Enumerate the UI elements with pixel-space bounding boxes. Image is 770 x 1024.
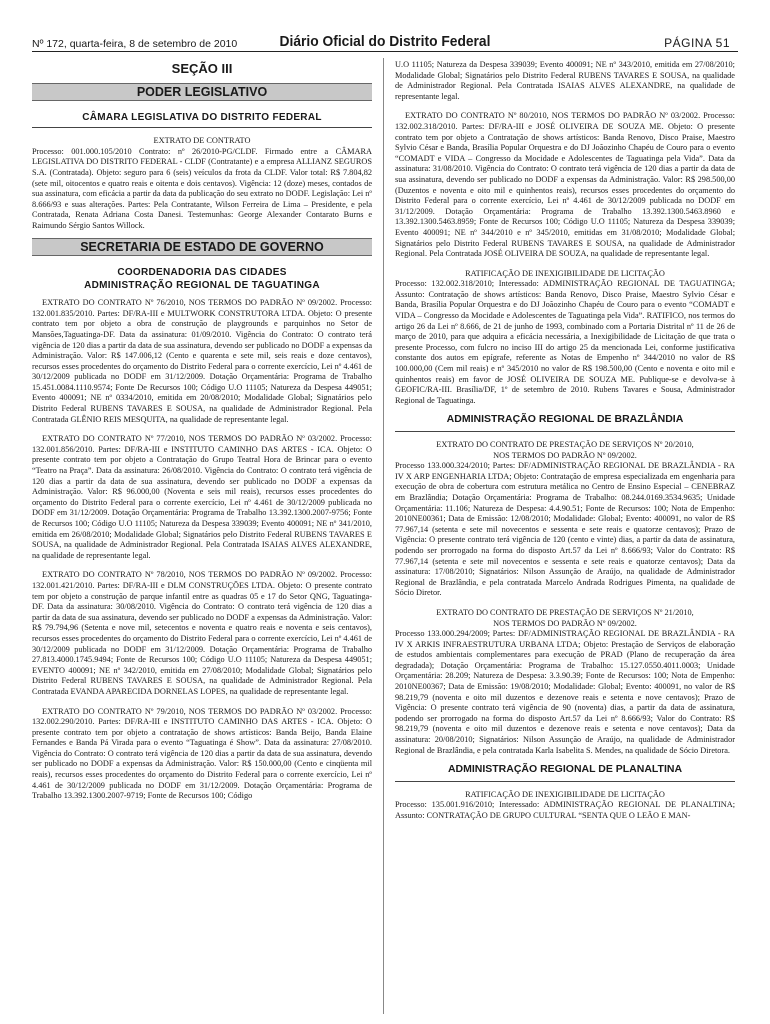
brazlandia-contract-21-body: Processo 133.000.294/2009; Partes: DF/ADMINISTRAÇÃO REGIONAL DE BRAZLÂNDIA - RA IV X ARKIS INFRAESTRUTURA URBANA LTDA; Objeto: Prestação de Serviços de elaboração de estudos ambientais complementares para execução de PRAD (Plano de recuperação da área degradada); Dotação Orçamentária: Programa de Trabalho: 15.127.0550.4011.0003; Unidade Orçamentária: 28.209; Natureza de Despesa: 3.3.90.39; Fonte de Recursos: 100; Nota de Empenho: 2010NE00367; Data de Emissão: 19/08/2010; Modalidade: Global; Evento: 400091, no valor de R$ 98.219,79 (noventa e oito mil duzentos e dezenove reais e setenta e nove centavos); Prazo de Vigência: O presente contrato terá vigência de 90 (noventa) dias, a partir da data de assinatura, podendo ser prorrogado na forma do disposto Art.57 da Lei nº 8.666/93; Valor do Contrato: R$ 98.219,79 (noventa e oito mil duzentos e dezenove reais e setenta e nove centavos); Data da assinatura: 20/08/2010; Signatários: Nilson Assunção de Araújo, na qualidade de Administrador Regional de Brazlândia, e pela contratada Karla Isabelita S. Mendes, na qualidade de Sócio Diretora.	[395, 629, 735, 755]
planaltina-ratification-title: RATIFICAÇÃO DE INEXIGIBILIDADE DE LICITAÇÃO	[465, 789, 665, 799]
contract-78: EXTRATO DO CONTRATO Nº 78/2010, NOS TERMOS DO PADRÃO Nº 09/2002. Processo: 132.001.421/2010. Partes: DF/RA-III e DLM CONSTRUÇÕES LTDA. Objeto: O presente contrato tem por objeto a construção de parque infantil entre as quadras 05 e 17 do Setor QNG, Taguatinga-DF. Data da assinatura: 30/08/2010. Vigência do Contrato: O contrato terá vigência de 120 dias a partir da data de sua assinatura, devendo ser publicado no DODF a expensas da Administração. Valor: R$ 79.794,96 (Setenta e nove mil, setecentos e noventa e quatro reais e noventa e seis centavos), recursos esses procedentes do orçamento do Distrito Federal para o corrente exercício, Lei nº 4.461 de 30/12/2009 publicada no DODF em 31/12/2009. Dotação Orçamentária: Programa de Trabalho 27.813.4000.1745.9494; Fonte de Recursos 100; Código U.O 11105; Natureza da Despesa 449051; EVENTO 400091; NE nº 342/2010, emitida em 27/08/2010; Modalidade Global; Signatários pelo Distrito Federal RUBENS TAVARES E SOUSA, na qualidade de Administrador Regional. Pela Contratada EVANDA APARECIDA DORNELAS LOPES, na qualidade de representante legal.	[32, 570, 372, 696]
ratification-body: Processo: 132.002.318/2010; Interessado: ADMINISTRAÇÃO REGIONAL DE TAGUATINGA; Assunto: Contratação de shows artísticos: Banda Renovo, Disco Praise, Maestro Sylvio César e Banda, Brasília Popular Orquestra e do DJ Joãozinho Chapéu de Couro para o evento “COMADT e VIDA – Congresso da Mocidade e Adolescentes de Taguatinga pela Vida”. RATIFICO, nos termos do artigo 26 da Lei nº 8.666, de 21 de junho de 1993, combinado com a Portaria Distrital nº 11 de 26 de março de 2010, para que adquira a eficácia necessária, a Inexigibilidade de Licitação de que trata o presente Processo, com fulcro no inciso III do artigo 25 da mencionada Lei, conforme justificativa constante dos autos em epígrafe, referente as Notas de Empenho nº 344/2010 no valor de R$ 100.000,00 (Cem mil reais) e nº 345/2010 no valor de R$ 198.500,00 (Cento e noventa e oito mil e quinhentos reais) em favor de JOSÉ OLIVEIRA DE SOUZA ME. Publique-se e devolva-se à GEOFIC/RA-III. Brasília/DF, 1º de setembro de 2010. Rubens Tavares e Sousa, Administrador Regional de Taguatinga.	[395, 279, 735, 405]
right-column	[395, 60, 735, 1014]
divider	[395, 431, 735, 432]
brazlandia-contract-20-body: Processo 133.000.324/2010; Partes: DF/ADMINISTRAÇÃO REGIONAL DE BRAZLÂNDIA - RA IV X ARP ENGENHARIA LTDA; Objeto: Contratação de empresa especializada em engenharia para execução de obra de cobertura com estrutura metálica no Centro de Ensino Especial – CENEBRAZ em Brazlândia; Dotação Orçamentária: Programa de Trabalho: 08.244.0169.3534.9635; Unidade Orçamentária: 11.106; Natureza de Despesa: 4.4.90.51; Fonte de Recursos: 100; Nota de Empenho: 2010NE00361; Data de Emissão: 12/08/2010; Modalidade: Global; Evento: 400091, no valor de R$ 77.967,14 (setenta e sete mil novecentos e sessenta e sete reais e quatorze centavos); Prazo de Vigência: O presente contrato terá vigência de 120 (cento e vinte) dias, a partir da data de assinatura, podendo ser prorrogado na forma do disposto Art.57 da Lei nº 8.666/93; Valor do Contrato: R$ 77.967,14 (setenta e sete mil novecentos e sessenta e sete reais e quatorze centavos); Data da assinatura: 17/08/2010; Signatários: Nilson Assunção de Araújo, na qualidade de Administrador Regional de Brazlândia, e pela contratada Marcelo Andrada Rodrigues Pimenta, na qualidade de Sócio Diretor.	[395, 461, 735, 598]
coordenadoria-heading: COORDENADORIA DAS CIDADES	[117, 267, 287, 279]
journal-title: Diário Oficial do Distrito Federal	[279, 33, 491, 50]
extrato-body: Processo: 001.000.105/2010 Contrato: nº 26/2010-PG/CLDF. Firmado entre a CÂMARA LEGISLATIVA DO DISTRITO FEDERAL - CLDF (Contratante) e a empresa ALLIANZ SEGUROS S.A. (Contratada). Objeto: seguro para 6 (seis) veículos da frota da CLDF. Valor total: R$ 7.804,82 (sete mil, oitocentos e quatro reais e oitenta e dois centavos). Vigência: 12 (doze) meses, contados de sua assinatura, com eficácia a partir da data da publicação do seu extrato no DODF. Legislação: Lei nº 8.666/93 e suas alterações. Partes: Pela Contratante, Wilson Ferreira de Lima – Presidente, e pela Contratada, Renata Adriana Costa Danesi. Testemunhas: George Alexander Contarato Burns e Raimundo Sérgio Santos Willock.	[32, 146, 372, 230]
divider	[32, 127, 372, 128]
section-title: SEÇÃO III	[171, 61, 233, 76]
brazlandia-heading: ADMINISTRAÇÃO REGIONAL DE BRAZLÂNDIA	[446, 413, 684, 426]
brazlandia-contract-21-title: EXTRATO DO CONTRATO DE PRESTAÇÃO DE SERVIÇOS Nº 21/2010,	[436, 607, 694, 617]
planaltina-ratification-body: Processo: 135.001.916/2010; Interessado: ADMINISTRAÇÃO REGIONAL DE PLANALTINA; Assunto: CONTRATAÇÃO DE GRUPO CULTURAL “SENTA QUE O LEÃO E MAN-	[395, 800, 735, 820]
divider	[395, 781, 735, 782]
header-rule	[32, 51, 738, 52]
page-number: PÁGINA 51	[664, 36, 730, 50]
brazlandia-contract-21-subtitle: NOS TERMOS DO PADRÃO Nº 09/2002.	[493, 618, 637, 628]
brazlandia-contract-20-title: EXTRATO DO CONTRATO DE PRESTAÇÃO DE SERVIÇOS Nº 20/2010,	[436, 440, 694, 449]
taguatinga-heading: ADMINISTRAÇÃO REGIONAL DE TAGUATINGA	[84, 280, 320, 292]
contract-80: EXTRATO DO CONTRATO Nº 80/2010, NOS TERMOS DO PADRÃO Nº 03/2002. Processo: 132.002.318/2010. Partes: DF/RA-III e JOSÉ OLIVEIRA DE SOUZA ME. Objeto: O presente contrato tem por objeto a Contratação de shows artísticos: Banda Renovo, Disco Praise, Maestro Sylvio César e Banda, Brasília Popular Orquestra e do DJ Joãozinho Chapéu de Couro para o evento “COMADT e VIDA – Congresso da Mocidade e Adolescentes de Taguatinga pela Vida”. Data da assinatura: 31/08/2010. Vigência do Contrato: O contrato terá vigência de 120 dias a partir da data de sua assinatura, devendo ser publicado no DODF a expensas da Administração. Valor: R$ 298.500,00 (Duzentos e noventa e oito mil e quinhentos reais), recursos esses procedentes do orçamento do Distrito Federal para o corrente exercício, Lei nº 4.461 de 30/12/2009 publicada no DODF em 31/12/2009. Dotação Orçamentária: Programa de Trabalho 13.392.1300.5463.8960 e 13.392.1300.5463.8959; Fonte de Recursos 100; Código U.O 11105; Natureza da Despesa 339039; Evento 400091; NE nº 344/2010 e nº 345/2010, emitidas em 31/08/2010; Modalidade Global; Signatários pelo Distrito Federal RUBENS TAVARES E SOUSA, na qualidade de Administrador Regional. Pela Contratada JOSÉ OLIVEIRA DE SOUZA, na qualidade de representante legal.	[395, 111, 735, 259]
page-header	[0, 0, 770, 52]
column-separator	[383, 58, 384, 1014]
camara-heading: CÂMARA LEGISLATIVA DO DISTRITO FEDERAL	[82, 112, 322, 124]
contract-77: EXTRATO DO CONTRATO Nº 77/2010, NOS TERMOS DO PADRÃO Nº 03/2002. Processo: 132.001.856/2010. Partes: DF/RA-III e INSTITUTO CAMINHO DAS ARTES - ICA. Objeto: O presente contrato tem por objeto a Contratação do Grupo Teatral Hora de Brincar para o evento “Teatro na Praça”. Data da assinatura: 26/08/2010. Vigência do Contrato: O contrato terá vigência de 120 dias a partir da data de sua assinatura, devendo ser publicado no DODF a expensas da Administração. Valor: R$ 96.000,00 (Noventa e seis mil reais), recursos esses procedentes do orçamento do Distrito Federal para o corrente exercício, Lei nº 4.461 de 30/12/2009 publicada no DODF em 31/12/2009. Dotação Orçamentária: Programa de Trabalho 13.392.1300.2007-9756; Fonte de Recursos 100; Código U.O 11105; Natureza da Despesa 339039; Evento 400091; NE nº 341/2010, emitida em 26/08/2010; Modalidade Global; Signatários pelo Distrito Federal RUBENS TAVARES E SOUSA, na qualidade de Administrador Regional. Pela Contratada ISAIAS ALVES ALEXANDRE, na qualidade de representante legal.	[32, 434, 372, 560]
contract-79: EXTRATO DO CONTRATO Nº 79/2010, NOS TERMOS DO PADRÃO Nº 03/2002. Processo: 132.002.290/2010. Partes: DF/RA-III e INSTITUTO CAMINHO DAS ARTES - ICA. Objeto: O presente contrato tem por objeto a contratação de shows artísticos: Banda Beijo, Banda Elaine Fernandes e Banda Pá Virada para o evento “Taguatinga é Show”. Data da assinatura: 27/08/2010. Vigência do Contrato: O contrato terá vigência de 120 dias a partir da data de sua assinatura, devendo ser publicado no DODF a expensas da Administração. Valor: R$ 150.000,00 (Cento e cinqüenta mil reais), recursos esses procedentes do orçamento do Distrito Federal para o corrente exercício, Lei nº 4.461 de 30/12/2009 publicada no DODF em 31/12/2009. Dotação Orçamentária: Programa de Trabalho 13.392.1300.2007-9719; Fonte de Recursos 100; Código	[32, 706, 372, 801]
left-column	[32, 60, 372, 1014]
contract-79-continued: U.O 11105; Natureza da Despesa 339039; Evento 400091; NE nº 343/2010, emitida em 27/08/2010; Modalidade Global; Signatários pelo Distrito Federal RUBENS TAVARES E SOUSA, na qualidade de Administrador Regional. Pela Contratada ISAIAS ALVES ALEXANDRE, na qualidade de representante legal.	[395, 60, 735, 101]
contract-76: EXTRATO DO CONTRATO Nº 76/2010, NOS TERMOS DO PADRÃO Nº 09/2002. Processo: 132.001.835/2010. Partes: DF/RA-III e MULTWORK CONSTRUTORA LTDA. Objeto: O presente contrato tem por objeto a obra de construção de playgrounds e parquinhos no Setor de Mansões,Taguatinga-DF. Data da assinatura: 01/09/2010. Vigência do Contrato: O contrato terá vigência de 120 dias a partir da data de sua assinatura, devendo ser publicado no DODF a expensas da Administração. Valor: R$ 147.006,12 (Cento e quarenta e sete mil, seis reais e doze centavos), recursos esses procedentes do orçamento do Distrito Federal para o corrente exercício, Lei nº 4.461 de 30/12/2009 publicada no DODF em 31/12/2009. Dotação Orçamentária: Programa de Trabalho 15.451.0084.1110.9574; Fonte De Recursos 100; Código U.O 11105; Natureza da Despesa 449051; Evento 400091; NE nº 0334/2010, emitida em 20/08/2010; Modalidade Global; Signatários pelo Distrito Federal RUBENS TAVARES E SOUSA, na qualidade de Administrador Regional. Pela Contratada GLÊNIO REIS MESQUITA, na qualidade de representante legal.	[32, 298, 372, 424]
extrato-title: EXTRATO DE CONTRATO	[153, 136, 251, 146]
edition-line: Nº 172, quarta-feira, 8 de setembro de 2010	[32, 38, 238, 50]
secretaria-heading: SECRETARIA DE ESTADO DE GOVERNO	[32, 238, 372, 257]
planaltina-heading: ADMINISTRAÇÃO REGIONAL DE PLANALTINA	[447, 763, 683, 776]
ratification-title: RATIFICAÇÃO DE INEXIGIBILIDADE DE LICITAÇÃO	[465, 268, 665, 278]
brazlandia-contract-20-subtitle: NOS TERMOS DO PADRÃO Nº 09/2002.	[493, 450, 637, 460]
power-heading: PODER LEGISLATIVO	[32, 83, 372, 102]
